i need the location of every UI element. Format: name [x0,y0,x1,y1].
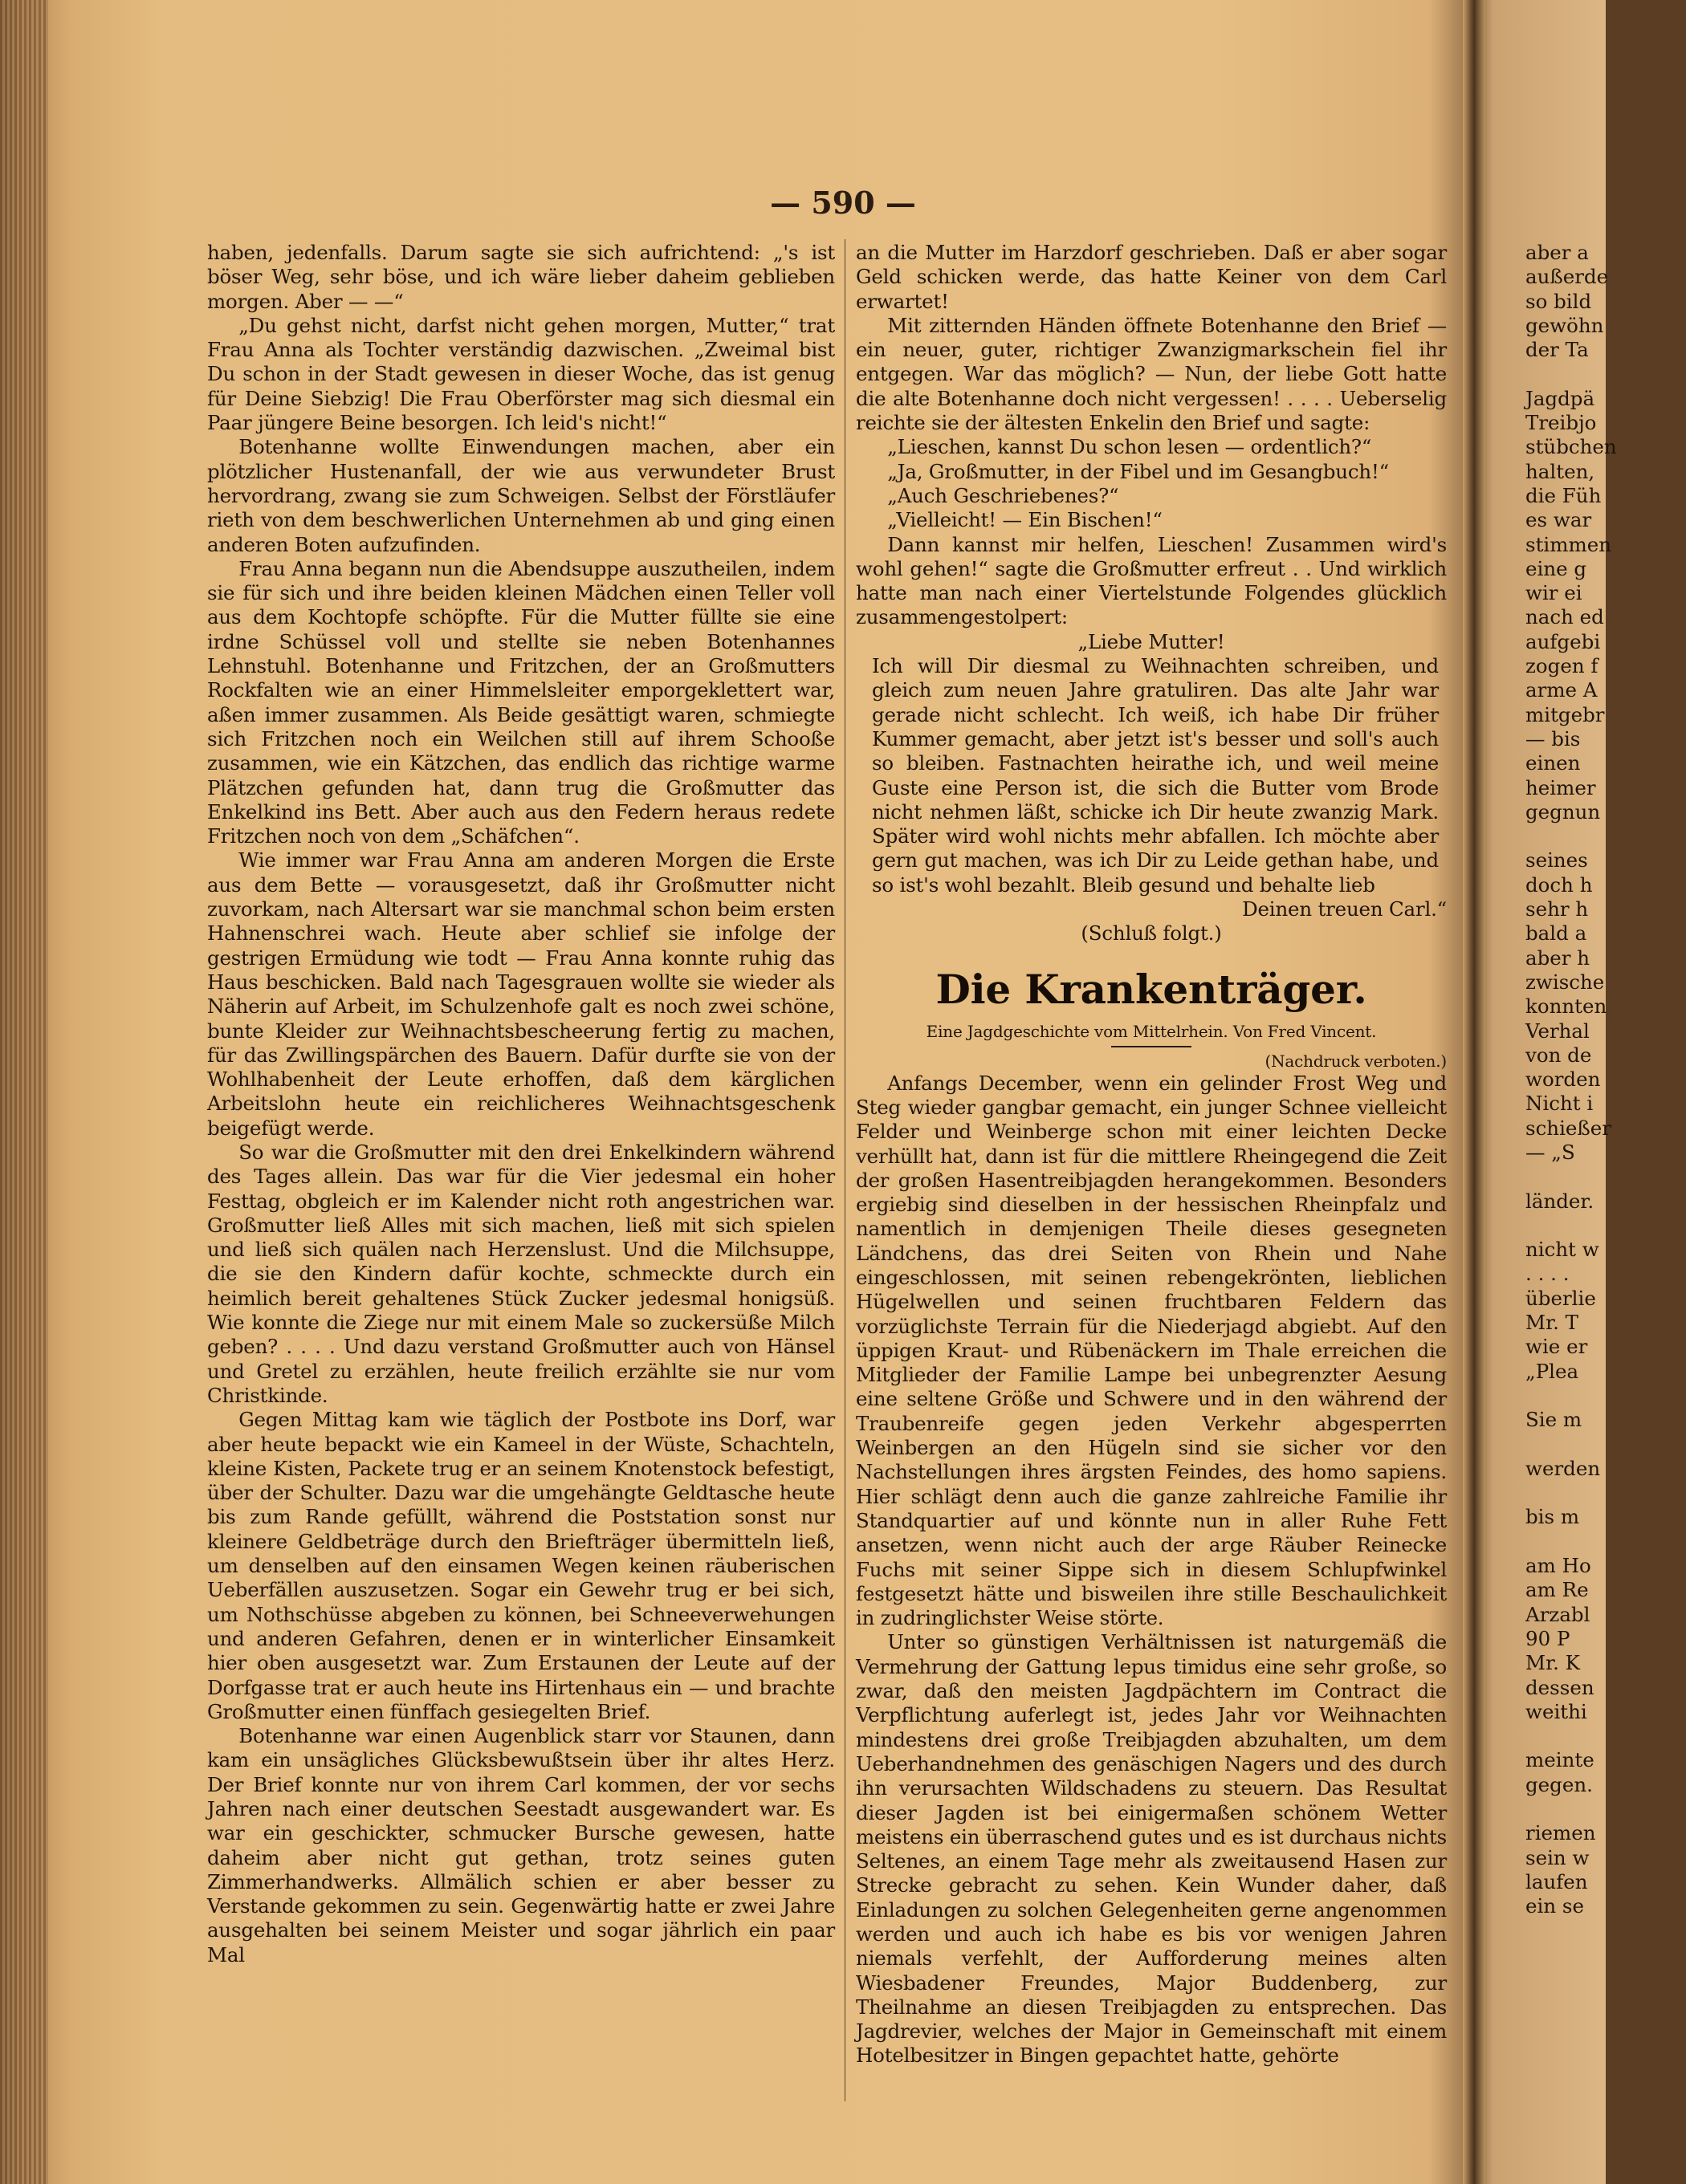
paragraph: Botenhanne war einen Augenblick starr vor Staunen, dann kam ein unsägliches Glücksbewußtsein über ihr altes Herz. Der Brief konnte nur von ihrem Carl kommen, der vor sechs Jahren nach einer deutschen Seestadt ausgewandert war. Es war ein geschickter, schmucker Bursche gewesen, hatte daheim aber nicht gut gethan, trotz seines guten Zimmerhandwerks. Allmälich schien er aber besser zu Verstande gekommen zu sein. Gegenwärtig hatte er zwei Jahre ausgehalten bei seinem Meister und sogar jährlich ein paar Mal [207,1724,835,1966]
paragraph: „Du gehst nicht, darfst nicht gehen morgen, Mutter,“ trat Frau Anna als Tochter verständig dazwischen. „Zweimal bist Du schon in der Stadt gewesen in dieser Woche, das ist genug für Deine Siebzig! Die Frau Oberförster mag sich diesmal ein Paar jüngere Beine besorgen. Ich leid's nicht!“ [207,313,835,435]
fragment-line: Treibjo [1525,411,1597,435]
dialogue-line: „Lieschen, kannst Du schon lesen — ordentlich?“ [887,435,1372,459]
fragment-line: so bild [1525,289,1592,313]
fragment-line [1525,1433,1686,1457]
fragment-line: am Ho [1525,1554,1591,1578]
fragment-line [1525,1214,1686,1238]
paragraph: Unter so günstigen Verhältnissen ist naturgemäß die Vermehrung der Gattung lepus timidus eine sehr große, so zwar, daß den meisten Jagdpächtern im Contract die Verpflichtung auferlegt ist, jedes Jahr vor Weihnachten mindestens drei große Treibjagden abzuhalten, um dem Ueberhandnehmen des genäschigen Nagers und des durch ihn verursachten Wildschadens zu steuern. Das Resultat dieser Jagden ist bei einigermaßen schönem Wetter meistens ein überraschend gutes und es ist durchaus nichts Seltenes, an einem Tage mehr als zweitausend Hasen zur Strecke gebracht zu sehen. Kein Wunder daher, daß Einladungen zu solchen Gelegenheiten gerne angenommen werden und auch ich habe es bis vor wenigen Jahren niemals verfehlt, der Aufforderung meines alten Wiesbadener Freundes, Major Buddenberg, zur Theilnahme an diesen Treibjagden zu entsprechen. Das Jagdrevier, welches der Major in Gemeinschaft mit einem Hotelbesitzer in Bingen gepachtet hatte, gehörte [856,1630,1447,2068]
paragraph: Botenhanne wollte Einwendungen machen, aber ein plötzlicher Hustenanfall, der wie aus verwundeter Brust hervordrang, zwang sie zum Schweigen. Selbst der Förstläufer rieth von dem beschwerlichen Unternehmen ab und ging einen anderen Boten aufzufinden. [207,435,835,556]
fragment-line: stimmen [1525,532,1611,556]
fragment-line: doch h [1525,872,1593,897]
fragment-line [1525,1481,1686,1505]
fragment-line: aufgebi [1525,629,1601,653]
paragraph: Frau Anna begann nun die Abendsuppe auszutheilen, indem sie für sich und ihre beiden kleinen Mädchen einen Teller voll aus dem Kochtopfe schöpfte. Für die Mutter füllte sie eine irdne Schüssel voll und stellte sie neben Botenhannes Lehnstuhl. Botenhanne und Fritzchen, der an Großmutters Rockfalten wie an einer Himmelsleiter emporgeklettert war, aßen immer zusammen. Als Beide gesättigt waren, schmiegte sich Fritzchen noch ein Weilchen still auf ihrem Schooße zusammen, wie ein Kätzchen, das endlich das richtige warme Plätzchen gefunden hat, dann trug die Großmutter das Enkelkind ins Bett. Aber auch aus den Federn heraus redete Fritzchen noch von dem „Schäfchen“. [207,556,835,848]
fragment-line [1525,1797,1686,1821]
fragment-line: eine g [1525,556,1587,580]
fragment-line: wir ei [1525,581,1582,605]
fragment-line: einen [1525,751,1581,775]
fragment-line: zogen f [1525,654,1598,678]
paragraph: Gegen Mittag kam wie täglich der Postbote ins Dorf, war aber heute bepackt wie ein Kameel in der Wüste, Schachteln, kleine Kisten, Packete trug er an seinem Knotenstock befestigt, über der Schulter. Dazu war die umgehängte Geldtasche heute bis zum Rande gefüllt, während die Poststation sonst nur kleinere Geldbeträge durch den Briefträger übermitteln ließ, um denselben auf den einsamen Wegen keinen räuberischen Ueberfällen auszusetzen. Sogar ein Gewehr trug er bei sich, um Nothschüsse abgeben zu können, bei Schneeverwehungen und anderen Gefahren, denen er in winterlicher Einsamkeit hier oben ausgesetzt war. Zum Erstaunen der Leute auf der Dorfgasse trat er auch heute ins Hirtenhaus ein — und brachte Großmutter einen fünffach gesiegelten Brief. [207,1408,835,1723]
fragment-line: Nicht i [1525,1092,1594,1116]
fragment-line: stübchen [1525,435,1617,459]
fragment-line: von de [1525,1043,1592,1067]
fragment-line: gegen. [1525,1772,1593,1796]
paragraph: So war die Großmutter mit den drei Enkelkindern während des Tages allein. Das war für die Vier jedesmal ein hoher Festtag, obgleich er im Kalender nicht roth angestrichen war. Großmutter ließ Alles mit sich machen, ließ mit sich spielen und ließ sich quälen nach Herzenslust. Und die Milchsuppe, die sie den Kindern dafür kochte, schmeckte durch ein heimlich bereit gehaltenes Stück Zucker jedesmal honigsüß. Wie konnte die Ziege nur mit einem Male so zuckersüße Milch geben? . . . . Und dazu verstand Großmutter auch von Hänsel und Gretel zu erzählen, heute freilich erzählte sie nur vom Christkinde. [207,1140,835,1407]
fragment-line [1525,1724,1686,1748]
paragraph: Mit zitternden Händen öffnete Botenhanne den Brief — ein neuer, guter, richtiger Zwanzigmarkschein fiel ihr entgegen. War das möglich? — Nun, der liebe Gott hatte die alte Botenhanne doch nicht vergessen! . . . . Ueberselig reichte sie der ältesten Enkelin den Brief und sagte: [856,313,1447,435]
left-column [207,241,835,1967]
letter-salutation: „Liebe Mutter! [1077,629,1225,653]
fragment-line: länder. [1525,1189,1594,1213]
fragment-line: konnten [1525,994,1607,1019]
fragment-line: halten, [1525,459,1595,483]
fragment-line: worden [1525,1068,1601,1092]
fragment-line: Verhal [1525,1019,1590,1043]
fragment-line: gewöhn [1525,313,1604,337]
story-subtitle: Eine Jagdgeschichte vom Mittelrhein. Von Fred Vincent. [926,1021,1377,1041]
fragment-line: es war [1525,508,1592,532]
fragment-line: nach ed [1525,605,1604,629]
fragment-line: Arzabl [1525,1602,1590,1626]
fragment-line: heimer [1525,775,1596,799]
fragment-line: riemen [1525,1821,1596,1845]
fragment-line: schießer [1525,1116,1611,1140]
fragment-line: werden [1525,1456,1601,1480]
fragment-line: . . . . [1525,1262,1570,1286]
fragment-line: „Plea [1525,1359,1579,1383]
right-page-column [1525,241,1686,1918]
letter-body: Ich will Dir diesmal zu Weihnachten schreiben, und gleich zum neuen Jahre gratuliren. Das alte Jahr war gerade nicht schlecht. Ich weiß, ich habe Dir früher Kummer gemacht, aber jetzt ist's besser und soll's auch so bleiben. Fastnachten heirathe ich, und weil meine Guste eine Person ist, die sich die Butter vom Brode nicht nehmen läßt, schicke ich Dir heute zwanzig Mark. Später wird wohl nichts mehr abfallen. Ich möchte aber gern gut machen, was ich Dir zu Leide gethan habe, und so ist's wohl bezahlt. Bleib gesund und behalte lieb [872,654,1439,897]
fragment-line: Mr. K [1525,1651,1580,1675]
fragment-line: sein w [1525,1845,1590,1869]
paragraph: haben, jedenfalls. Darum sagte sie sich aufrichtend: „'s ist böser Weg, sehr böse, und ich wäre lieber daheim geblieben morgen. Aber — —“ [207,241,835,313]
fragment-line: — bis [1525,726,1581,750]
fragment-line [1525,824,1686,848]
paragraph: an die Mutter im Harzdorf geschrieben. Daß er aber sogar Geld schicken werde, das hatte Keiner von dem Carl erwartet! [856,241,1447,313]
middle-column [856,241,1447,2068]
fragment-line: laufen [1525,1869,1588,1893]
fragment-line: die Füh [1525,483,1602,507]
fragment-line: außerde [1525,265,1609,289]
fragment-line [1525,1165,1686,1189]
fragment-line: seines [1525,848,1588,872]
reprint-note: (Nachdruck verboten.) [1264,1051,1447,1071]
fragment-line: meinte [1525,1748,1594,1772]
fragment-line: arme A [1525,678,1598,702]
fragment-line [1525,1530,1686,1554]
fragment-line: mitgebr [1525,702,1605,726]
fragment-line: — „S [1525,1140,1575,1164]
fragment-line: überlie [1525,1286,1596,1310]
fragment-line [1525,1384,1686,1408]
fragment-line: nicht w [1525,1238,1599,1262]
fragment-line: sehr h [1525,897,1589,921]
fragment-line: am Re [1525,1578,1589,1602]
title-rule [1111,1046,1191,1047]
paragraph: Anfangs December, wenn ein gelinder Frost Weg und Steg wieder gangbar gemacht, ein junger Schnee vielleicht Felder und Weinberge schon mit einer leichten Decke verhüllt hat, dann ist für die mittlere Rheingegend die Zeit der großen Hasentreibjagden herangekommen. Besonders ergiebig sind dieselben in der hessischen Rheinpfalz und namentlich in demjenigen Theile dieses gesegneten Ländchens, das drei Seiten von Rhein und Nahe eingeschlossen, mit seinen rebengekrönten, lieblichen Hügelwellen und seinen fruchtbaren Feldern das vorzüglichste Terrain für die Niederjagd abgiebt. Auf den üppigen Kraut- und Rübenäckern im Thale erreichen die Mitglieder der Familie Lampe bei unbegrenzter Aesung eine seltene Größe und Schwere und in den während der Traubenreife gegen jeden Verkehr abgesperrten Weinbergen an den Hügeln sind sie sicher vor den Nachstellungen ihres ärgsten Feindes, des homo sapiens. Hier schlägt denn auch die ganze zahlreiche Familie ihr Standquartier auf und könnte nun in aller Ruhe Fett ansetzen, wenn nicht auch der arge Räuber Reinecke Fuchs mit seiner Sippe sich in diesem Schlupfwinkel festgesetzt hätte und bisweilen ihre stille Beschaulichkeit in zudringlichster Weise störte. [856,1071,1447,1630]
fragment-line: der Ta [1525,338,1589,362]
fragment-line: gegnun [1525,799,1601,824]
story-title: Die Krankenträger. [935,965,1367,1013]
fragment-line: bald a [1525,921,1587,946]
fragment-line: weithi [1525,1699,1587,1723]
fragment-line: ein se [1525,1894,1584,1918]
fragment-line: 90 P [1525,1626,1570,1650]
dialogue-line: „Auch Geschriebenes?“ [887,483,1119,507]
fragment-line: dessen [1525,1675,1594,1699]
letter-closing: Deinen treuen Carl.“ [1242,897,1447,921]
fragment-line: bis m [1525,1505,1580,1529]
fragment-line: aber a [1525,241,1589,264]
fragment-line: Jagdpä [1525,386,1595,410]
continued-note: (Schluß folgt.) [1081,921,1222,946]
page-gutter [1463,0,1485,2184]
fragment-line: Sie m [1525,1408,1582,1432]
fragment-line: Mr. T [1525,1311,1579,1335]
fragment-line: wie er [1525,1335,1588,1359]
dialogue-line: „Ja, Großmutter, in der Fibel und im Gesangbuch!“ [887,459,1389,483]
page-number: — 590 — [770,185,916,221]
fragment-line [1525,362,1686,386]
dialogue-line: „Vielleicht! — Ein Bischen!“ [887,508,1163,532]
book-edge [0,0,48,2184]
fragment-line: aber h [1525,946,1590,970]
paragraph: Dann kannst mir helfen, Lieschen! Zusammen wird's wohl gehen!“ sagte die Großmutter erfreut . . Und wirklich hatte man nach einer Viertelstunde Folgendes glücklich zusammengestolpert: [856,532,1447,629]
paragraph: Wie immer war Frau Anna am anderen Morgen die Erste aus dem Bette — vorausgesetzt, daß ihr Großmutter nicht zuvorkam, nach Altersart war sie manchmal schon beim ersten Hahnenschrei wach. Heute aber schlief sie infolge der gestrigen Ermüdung wie todt — Frau Anna konnte ruhig das Haus beschicken. Bald nach Tagesgrauen wollte sie wieder als Näherin auf Arbeit, im Schulzenhofe galt es noch zwei schöne, bunte Kleider zur Weihnachtsbescheerung fertig zu machen, für das Zwillingspärchen des Bauern. Dafür durfte sie von der Wohlhabenheit der Leute erhoffen, daß dem kärglichen Arbeitslohn heute ein reichlicheres Weihnachtsgeschenk beigefügt werde. [207,848,835,1140]
fragment-line: zwische [1525,970,1605,994]
